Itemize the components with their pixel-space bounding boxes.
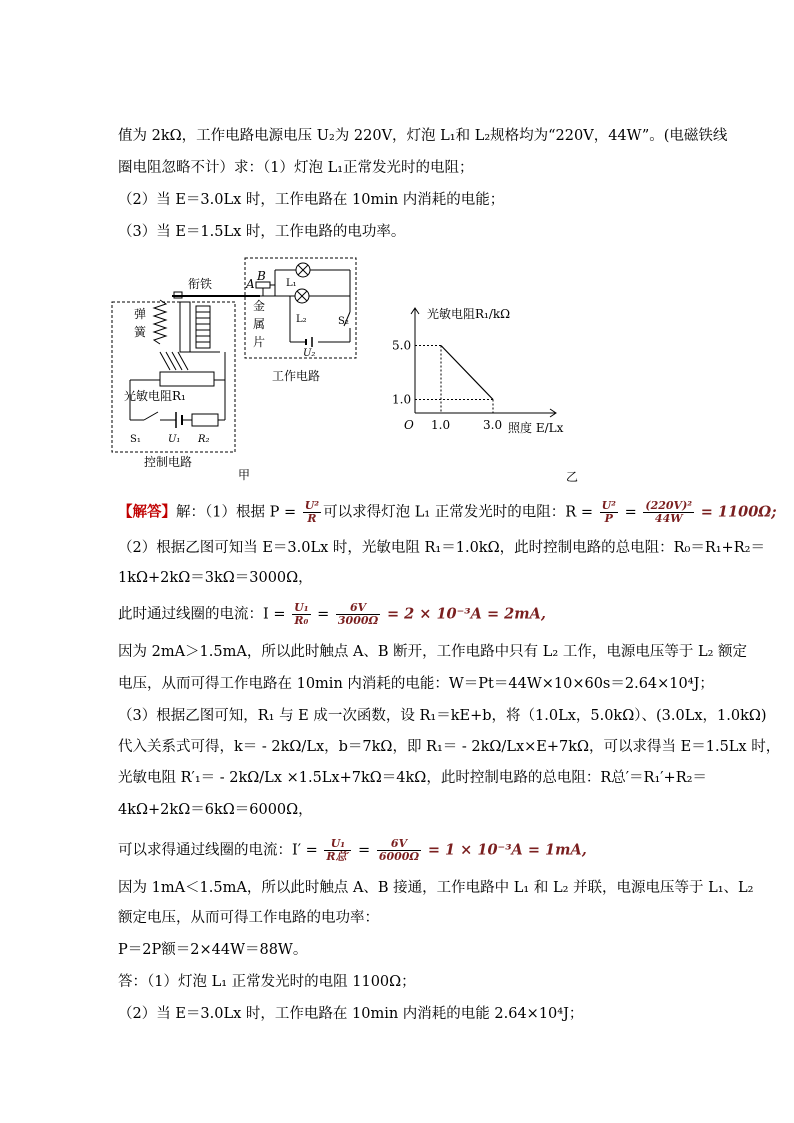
label-spring-2: 簧 [134, 325, 147, 339]
graph-ylabel: 光敏电阻R₁/kΩ [427, 307, 511, 321]
label-metal-3: 片 [253, 335, 266, 349]
graph-series-line [441, 346, 493, 400]
solution-line-6: 电压，从而可得工作电路在 10min 内消耗的电能：W＝Pt＝44W×10×60s＝2.64×10⁴J； [118, 676, 714, 692]
graph-ytick-label: 1.0 [392, 392, 412, 407]
label-L1: L₁ [286, 278, 297, 289]
circuit-diagram [100, 252, 380, 482]
solution-head: 【解答】 [118, 503, 176, 521]
label-S1: S₁ [130, 434, 141, 445]
graph-xtick-label: 3.0 [483, 418, 503, 432]
label-armature: 衔铁 [188, 277, 213, 291]
formula-p-u2-r: $\frac{\text{U²}}{R}$ [304, 499, 320, 525]
graph-ytick-label: 5.0 [392, 338, 412, 353]
solution-line-5: 因为 2mA＞1.5mA，所以此时触点 A、B 断开，工作电路中只有 L₂ 工作，电源电压等于 L₂ 额定 [118, 644, 747, 660]
solution-line-3: 1kΩ+2kΩ＝3kΩ＝3000Ω， [118, 570, 313, 586]
solution-line-2: （2）根据乙图可知当 E＝3.0Lx 时，光敏电阻 R₁＝1.0kΩ，此时控制电路的总电阻：R₀＝R₁+R₂＝ [118, 540, 765, 556]
label-metal-2: 属 [253, 317, 266, 331]
label-work-circuit: 工作电路 [272, 369, 321, 383]
graph-xtick-label: 1.0 [431, 418, 451, 432]
solution-line-10: 4kΩ+2kΩ＝6kΩ＝6000Ω， [118, 802, 313, 818]
solution-line-11: 可以求得通过线圈的电流：I′ = $\frac{\text{U₁}}{\text{R总′}}$ = $\frac{6V}{6000\Omega}$ = 1 × 10⁻³A = 1mA, [118, 837, 587, 863]
solution-line-1: 【解答】解：（1）根据 P = $\frac{\text{U²}}{R}$ 可以求得灯泡 L₁ 正常发光时的电阻：R = $\frac{\text{U²}}{P}$ = $\frac{\text{(220V)²}}{44W}$ = 1100Ω; [118, 499, 777, 525]
solution-line-13: 额定电压，从而可得工作电路的电功率： [118, 910, 379, 926]
label-U1: U₁ [168, 434, 181, 445]
answer-line-2: （2）当 E＝3.0Lx 时，工作电路在 10min 内消耗的电能 2.64×10⁴J； [118, 1006, 584, 1022]
caption-jia: 甲 [238, 468, 251, 482]
solution-line-14: P＝2P额＝2×44W＝88W。 [118, 942, 308, 958]
problem-line-3: （2）当 E＝3.0Lx 时，工作电路在 10min 内消耗的电能； [118, 192, 505, 208]
label-A: A [246, 277, 255, 291]
problem-line-1: 值为 2kΩ，工作电路电源电压 U₂为 220V，灯泡 L₁和 L₂规格均为“220V，44W”。(电磁铁线 [118, 128, 728, 144]
solution-line-4: 此时通过线圈的电流：I = $\frac{\text{U₁}}{\text{R₀}}$ = $\frac{6V}{3000\Omega}$ = 2 × 10⁻³A = 2mA, [118, 601, 546, 627]
label-L2: L₂ [296, 314, 307, 325]
label-spring-1: 弹 [134, 307, 147, 321]
graph-xlabel: 照度 E/Lx [508, 421, 564, 435]
answer-line-1: 答：（1）灯泡 L₁ 正常发光时的电阻 1100Ω； [118, 974, 416, 990]
solution-line-7: （3）根据乙图可知，R₁ 与 E 成一次函数，设 R₁＝kE+b，将（1.0Lx，5.0kΩ）、(3.0Lx，1.0kΩ) [118, 708, 767, 724]
label-photoresistor: 光敏电阻R₁ [124, 389, 186, 403]
label-U2: U₂ [303, 348, 316, 359]
label-S2: S₂ [338, 316, 349, 327]
problem-line-4: （3）当 E＝1.5Lx 时，工作电路的电功率。 [118, 224, 406, 240]
label-R2: R₂ [198, 434, 210, 445]
r1-vs-e-graph [390, 298, 590, 483]
label-control-circuit: 控制电路 [144, 455, 193, 469]
label-metal-1: 金 [253, 299, 266, 313]
graph-origin: O [404, 418, 414, 432]
solution-line-12: 因为 1mA＜1.5mA，所以此时触点 A、B 接通，工作电路中 L₁ 和 L₂ 并联，电源电压等于 L₁、L₂ [118, 880, 754, 896]
solution-line-9: 光敏电阻 R′₁＝ - 2kΩ/Lx ×1.5Lx+7kΩ＝4kΩ，此时控制电路的总电阻：R总′＝R₁′+R₂＝ [118, 770, 707, 786]
label-B: B [257, 269, 266, 283]
problem-line-2: 圈电阻忽略不计）求：（1）灯泡 L₁正常发光时的电阻； [118, 160, 474, 176]
solution-line-8: 代入关系式可得，k＝ - 2kΩ/Lx，b＝7kΩ，即 R₁＝ - 2kΩ/Lx×E+7kΩ，可以求得当 E＝1.5Lx 时， [118, 739, 781, 755]
caption-yi: 乙 [566, 470, 579, 483]
